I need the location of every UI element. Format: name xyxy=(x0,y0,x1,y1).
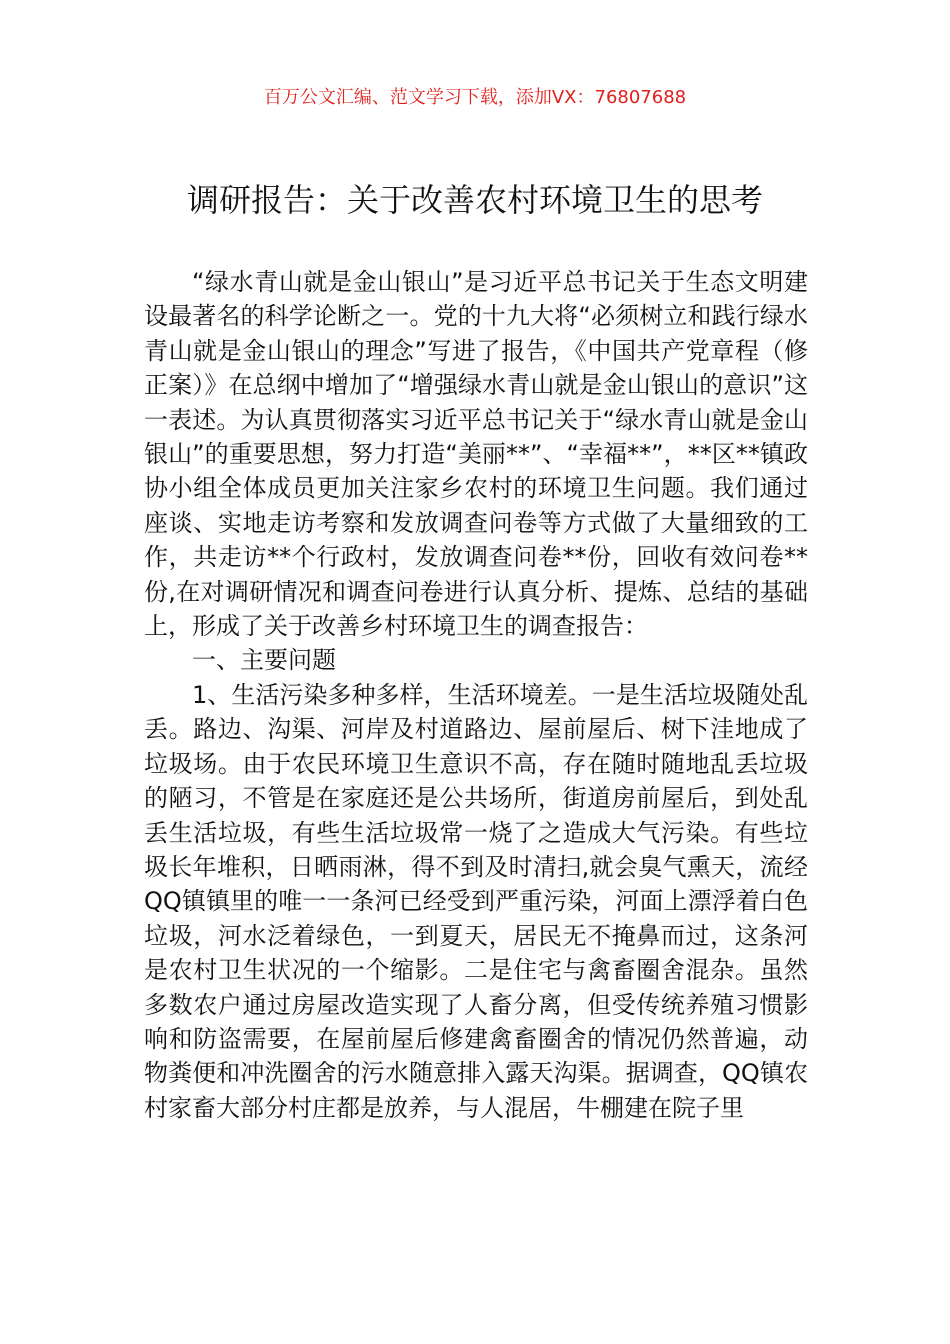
section-heading-main-problems: 一、主要问题 xyxy=(192,646,336,675)
document-body xyxy=(144,265,808,1125)
document-title: 调研报告：关于改善农村环境卫生的思考 xyxy=(186,181,763,219)
paragraph-living-pollution: 1、生活污染多种多样，生活环境差。一是生活垃圾随处乱丢。路边、沟渠、河岸及村道路边、屋前屋后、树下洼地成了垃圾场。由于农民环境卫生意识不高，存在随时随地乱丢垃圾的陋习，不管是在家庭还是公共场所，街道房前屋后，到处乱丢生活垃圾，有些生活垃圾常一烧了之造成大气污染。有些垃圾长年堆积，日晒雨淋，得不到及时清扫,就会臭气熏天，流经QQ镇镇里的唯一一条河已经受到严重污染，河面上漂浮着白色垃圾，河水泛着绿色，一到夏天，居民无不掩鼻而过，这条河是农村卫生状况的一个缩影。二是住宅与禽畜圈舍混杂。虽然多数农户通过房屋改造实现了人畜分离，但受传统养殖习惯影响和防盗需要，在屋前屋后修建禽畜圈舍的情况仍然普遍，动物粪便和冲洗圈舍的污水随意排入露天沟渠。据调查，QQ镇农村家畜大部分村庄都是放养，与人混居，牛棚建在院子里 xyxy=(144,680,808,1122)
header-promo-note: 百万公文汇编、范文学习下载，添加VX：76807688 xyxy=(263,87,687,108)
paragraph-intro: “绿水青山就是金山银山”是习近平总书记关于生态文明建设最著名的科学论断之一。党的十九大将“必须树立和践行绿水青山就是金山银山的理念”写进了报告，《中国共产党章程（修正案）》在总纲中增加了“增强绿水青山就是金山银山的意识”这一表述。为认真贯彻落实习近平总书记关于“绿水青山就是金山银山”的重要思想，努力打造“美丽**”、“幸福**”，**区**镇政协小组全体成员更加关注家乡农村的环境卫生问题。我们通过座谈、实地走访考察和发放调查问卷等方式做了大量细致的工作，共走访**个行政村，发放调查问卷**份，回收有效问卷**份,在对调研情况和调查问卷进行认真分析、提炼、总结的基础上，形成了关于改善乡村环境卫生的调查报告： xyxy=(144,268,808,641)
